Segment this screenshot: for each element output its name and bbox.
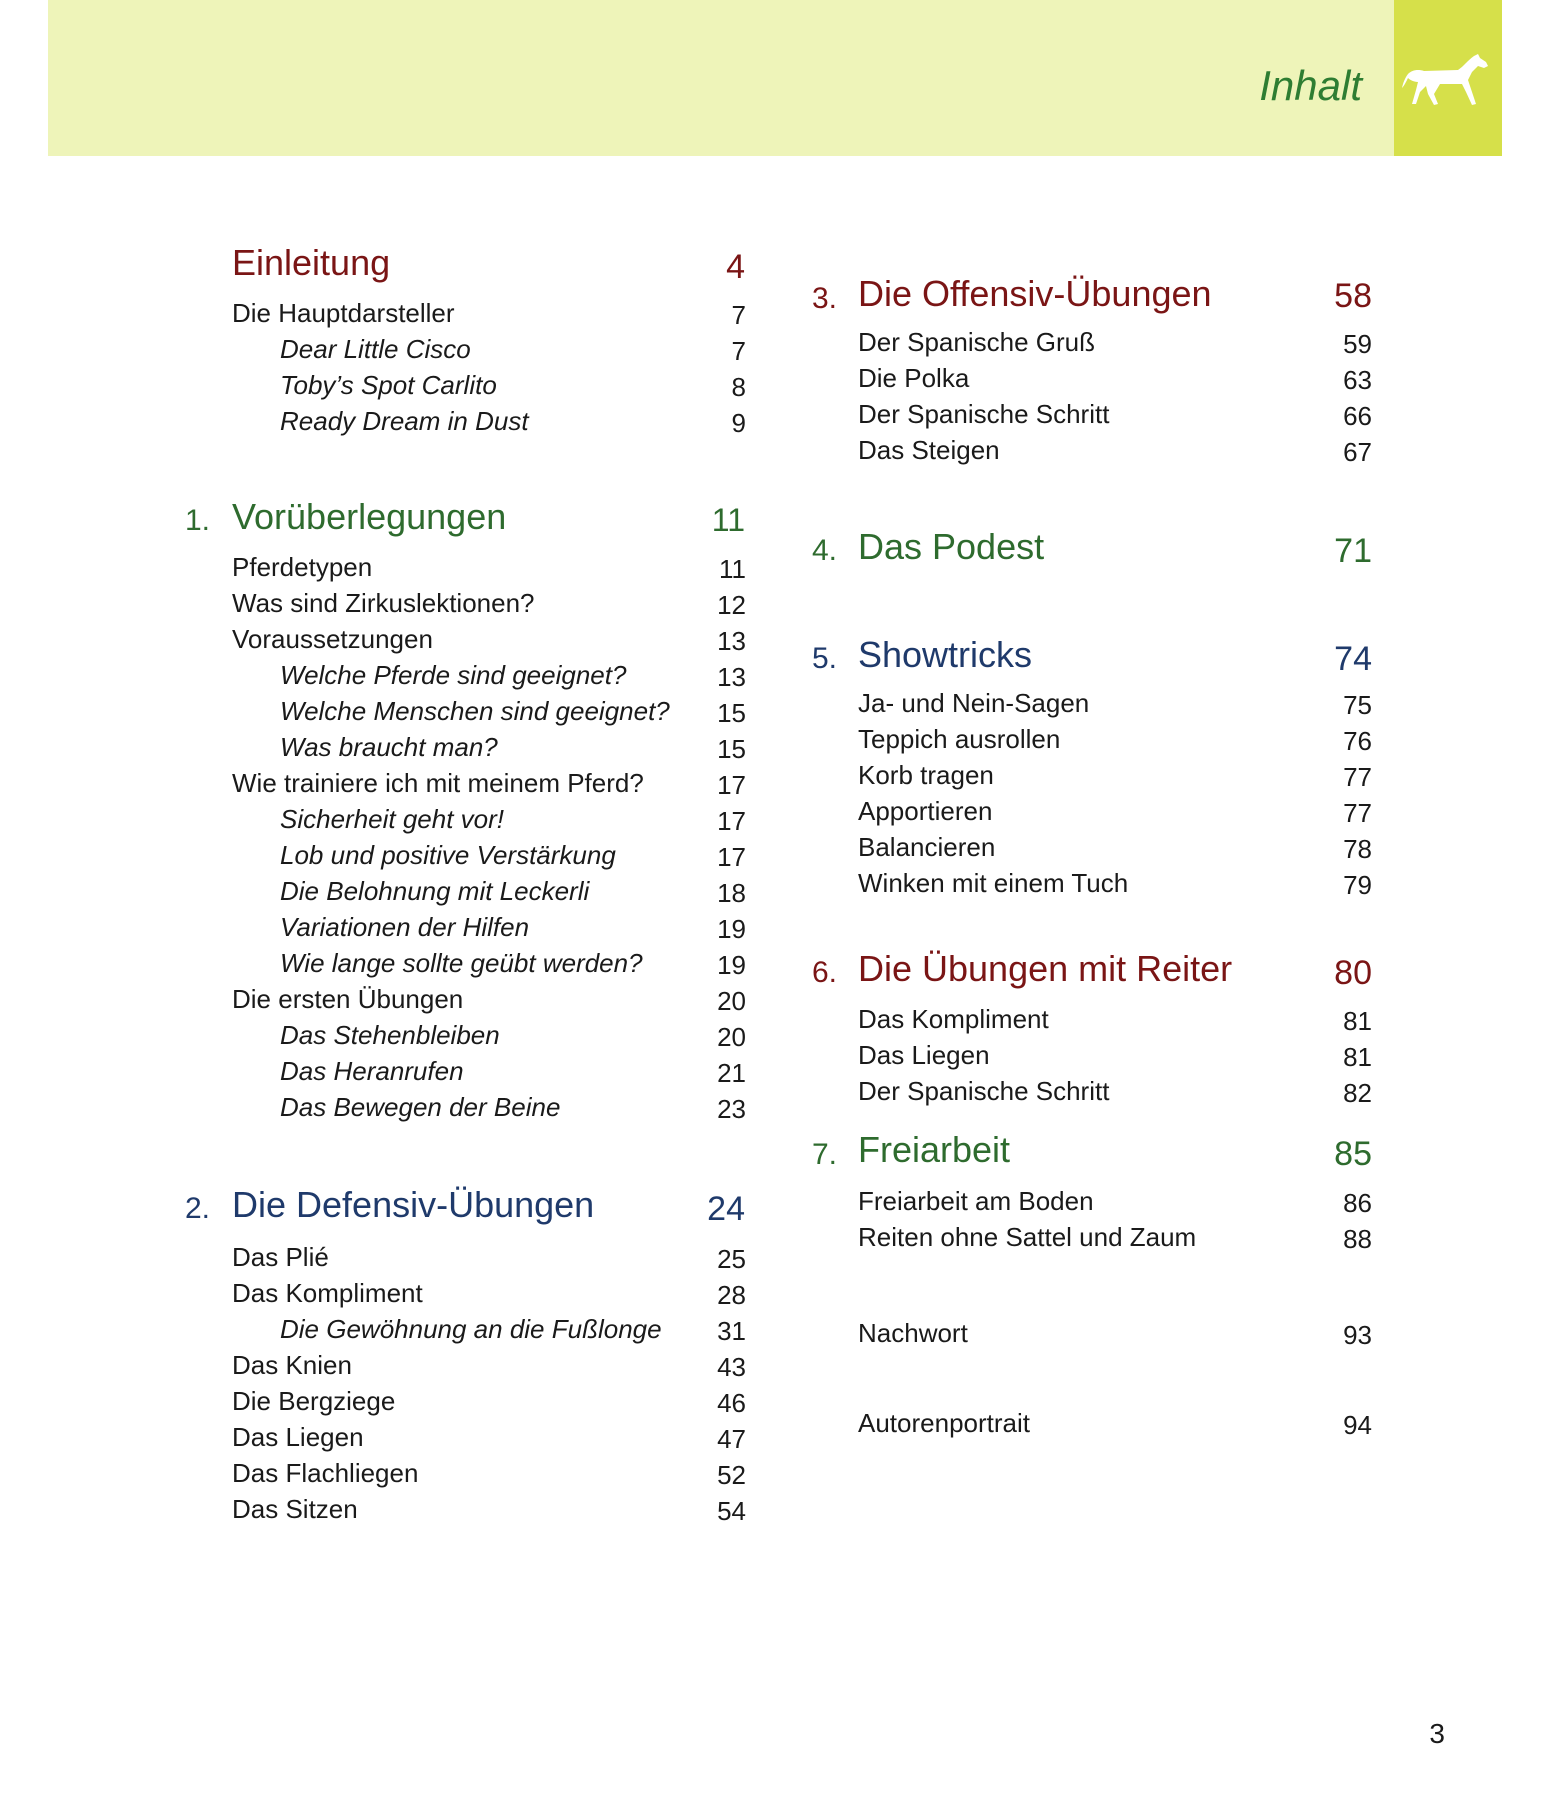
entry-page: 12: [717, 590, 746, 620]
entry-page: 31: [717, 1316, 746, 1346]
entry-page: 15: [717, 698, 746, 728]
entry-label: Voraussetzungen: [232, 624, 433, 654]
chapter-number: 2.: [185, 1192, 211, 1225]
entry-label: Das Stehenbleiben: [280, 1020, 500, 1050]
entry-label: Die ersten Übungen: [232, 984, 464, 1014]
page-number: 3: [1429, 1718, 1445, 1749]
chapter-number: 7.: [812, 1138, 838, 1171]
entry-label: Das Liegen: [858, 1040, 990, 1070]
entry-label: Der Spanische Gruß: [858, 327, 1095, 357]
chapter-page: 71: [1334, 532, 1372, 570]
entry-label: Die Polka: [858, 363, 970, 393]
entry-label: Winken mit einem Tuch: [858, 868, 1129, 898]
chapter-title[interactable]: Die Übungen mit Reiter: [858, 948, 1233, 989]
entry-page: 79: [1343, 870, 1372, 900]
entry-label: Sicherheit geht vor!: [280, 804, 505, 834]
chapter-title[interactable]: Die Defensiv-Übungen: [232, 1184, 595, 1225]
entry-label: Toby’s Spot Carlito: [280, 370, 497, 400]
entry-page: 93: [1343, 1320, 1372, 1350]
entry-label: Das Plié: [232, 1242, 329, 1272]
entry-label: Variationen der Hilfen: [280, 912, 530, 942]
chapter-page: 80: [1334, 954, 1372, 992]
entry-label: Teppich ausrollen: [858, 724, 1061, 754]
entry-label: Wie trainiere ich mit meinem Pferd?: [232, 768, 644, 798]
entry-label: Autorenportrait: [858, 1408, 1030, 1438]
chapter-number: 6.: [812, 956, 838, 989]
entry-label: Dear Little Cisco: [280, 334, 471, 364]
entry-label: Die Bergziege: [232, 1386, 396, 1416]
entry-page: 77: [1343, 798, 1372, 828]
entry-label: Der Spanische Schritt: [858, 399, 1110, 429]
entry-page: 82: [1343, 1078, 1372, 1108]
entry-page: 75: [1343, 690, 1372, 720]
entry-page: 19: [717, 950, 746, 980]
entry-page: 67: [1343, 437, 1372, 467]
chapter-page: 11: [711, 502, 745, 538]
entry-page: 21: [717, 1058, 746, 1088]
entry-label: Nachwort: [858, 1318, 968, 1348]
entry-page: 52: [717, 1460, 746, 1490]
chapter-title[interactable]: Die Offensiv-Übungen: [858, 273, 1212, 314]
entry-label: Das Knien: [232, 1350, 352, 1380]
entry-page: 15: [717, 734, 746, 764]
entry-page: 77: [1343, 762, 1372, 792]
entry-page: 23: [717, 1094, 746, 1124]
entry-page: 9: [731, 408, 746, 438]
entry-label: Das Flachliegen: [232, 1458, 419, 1488]
entry-label: Das Liegen: [232, 1422, 364, 1452]
entry-label: Freiarbeit am Boden: [858, 1186, 1094, 1216]
chapter-page: 4: [726, 248, 745, 286]
entry-page: 7: [731, 300, 746, 330]
entry-page: 81: [1343, 1006, 1372, 1036]
header-accent-box: [1394, 0, 1502, 156]
entry-page: 20: [717, 1022, 746, 1052]
chapter-title[interactable]: Freiarbeit: [858, 1129, 1011, 1170]
entry-label: Das Kompliment: [232, 1278, 423, 1308]
entry-page: 66: [1343, 401, 1372, 431]
entry-label: Reiten ohne Sattel und Zaum: [858, 1222, 1197, 1252]
entry-page: 88: [1343, 1224, 1372, 1254]
entry-page: 13: [717, 626, 746, 656]
entry-page: 7: [731, 336, 746, 366]
chapter-title[interactable]: Das Podest: [858, 526, 1045, 567]
entry-page: 19: [717, 914, 746, 944]
entry-page: 94: [1343, 1410, 1372, 1440]
entry-label: Wie lange sollte geübt werden?: [280, 948, 643, 978]
chapter-number: 4.: [812, 534, 838, 567]
entry-label: Das Heranrufen: [280, 1056, 464, 1086]
entry-label: Was sind Zirkuslektionen?: [232, 588, 535, 618]
entry-page: 13: [717, 662, 746, 692]
entry-label: Apportieren: [858, 796, 993, 826]
entry-page: 17: [717, 806, 746, 836]
entry-label: Das Steigen: [858, 435, 1000, 465]
horse-icon: [1402, 52, 1494, 108]
entry-page: 8: [731, 372, 746, 402]
entry-page: 78: [1343, 834, 1372, 864]
entry-page: 18: [717, 878, 746, 908]
entry-page: 47: [717, 1424, 746, 1454]
entry-label: Balancieren: [858, 832, 996, 862]
entry-page: 25: [717, 1244, 746, 1274]
entry-label: Pferdetypen: [232, 552, 373, 582]
chapter-title[interactable]: Vorüberlegungen: [232, 496, 507, 537]
chapter-page: 24: [707, 1190, 745, 1228]
entry-label: Das Bewegen der Beine: [280, 1092, 561, 1122]
entry-page: 46: [717, 1388, 746, 1418]
entry-label: Die Gewöhnung an die Fußlonge: [280, 1314, 662, 1344]
chapter-page: 74: [1334, 640, 1372, 678]
entry-page: 28: [717, 1280, 746, 1310]
entry-label: Welche Menschen sind geeignet?: [280, 696, 670, 726]
chapter-number: 5.: [812, 642, 838, 675]
entry-page: 11: [719, 554, 746, 584]
entry-page: 81: [1343, 1042, 1372, 1072]
entry-label: Der Spanische Schritt: [858, 1076, 1110, 1106]
chapter-title: Einleitung: [232, 242, 391, 283]
chapter-page: 58: [1334, 277, 1372, 315]
entry-label: Das Kompliment: [858, 1004, 1049, 1034]
entry-page: 76: [1343, 726, 1372, 756]
entry-page: 20: [717, 986, 746, 1016]
entry-page: 63: [1343, 365, 1372, 395]
entry-label: Ready Dream in Dust: [280, 406, 529, 436]
entry-label: Das Sitzen: [232, 1494, 358, 1524]
entry-page: 59: [1343, 329, 1372, 359]
entry-page: 43: [717, 1352, 746, 1382]
entry-page: 17: [717, 842, 746, 872]
entry-label: Welche Pferde sind geeignet?: [280, 660, 627, 690]
chapter-number: 3.: [812, 282, 838, 315]
header-band: [48, 0, 1502, 156]
page-title: Inhalt: [1259, 62, 1362, 109]
entry-label: Ja- und Nein-Sagen: [858, 688, 1090, 718]
chapter-title[interactable]: Showtricks: [858, 634, 1033, 675]
entry-page: 54: [717, 1496, 746, 1526]
entry-label: Was braucht man?: [280, 732, 498, 762]
entry-label: Korb tragen: [858, 760, 994, 790]
chapter-number: 1.: [185, 504, 211, 537]
entry-page: 86: [1343, 1188, 1372, 1218]
entry-label: Lob und positive Verstärkung: [280, 840, 616, 870]
entry-page: 17: [717, 770, 746, 800]
entry-label: Die Belohnung mit Leckerli: [280, 876, 590, 906]
entry-label: Die Hauptdarsteller: [232, 298, 455, 328]
chapter-page: 85: [1334, 1135, 1372, 1173]
